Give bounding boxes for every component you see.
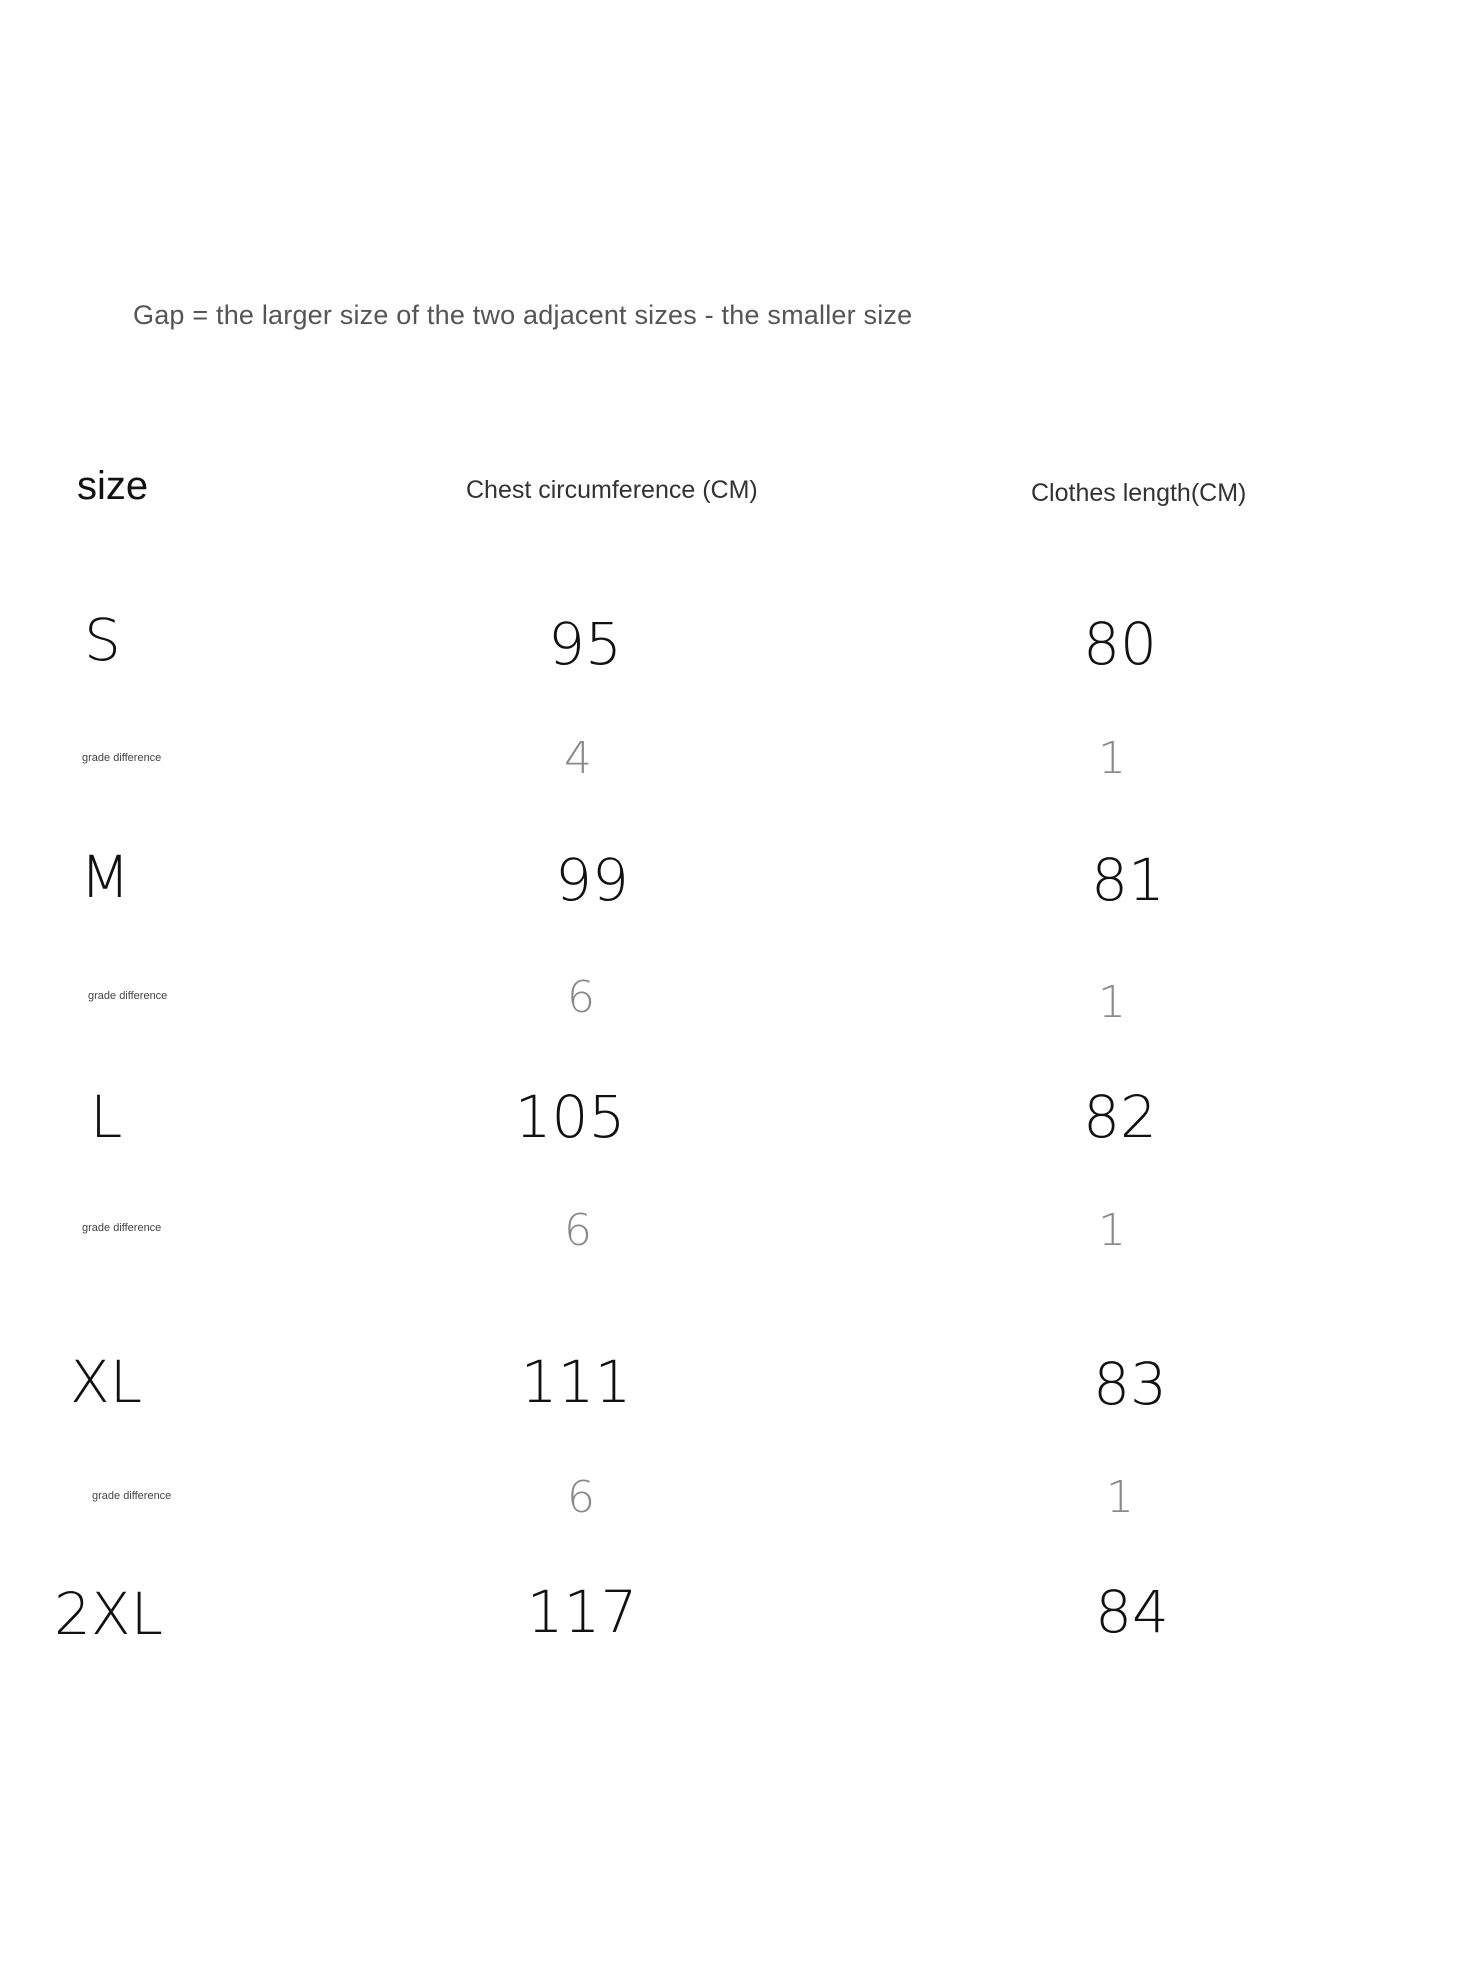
chest-value-2xl: 117 xyxy=(526,1578,638,1646)
chest-column-header: Chest circumference (CM) xyxy=(466,476,758,504)
grade-difference-label: grade difference xyxy=(82,1222,162,1234)
chest-value-m: 99 xyxy=(555,846,629,914)
size-label-m: M xyxy=(80,843,131,911)
size-column-header: size xyxy=(77,464,149,508)
grade-difference-label: grade difference xyxy=(92,1490,172,1502)
size-label-xl: XL xyxy=(70,1348,143,1416)
length-value-m: 81 xyxy=(1091,846,1165,914)
length-gap-value: 1 xyxy=(1098,977,1126,1028)
length-gap-value: 1 xyxy=(1106,1472,1134,1523)
grade-difference-label: grade difference xyxy=(88,990,168,1002)
gap-definition-note: Gap = the larger size of the two adjacent sizes - the smaller size xyxy=(133,300,913,330)
chest-gap-value: 6 xyxy=(567,1472,595,1523)
chest-value-l: 105 xyxy=(514,1083,626,1151)
size-label-s: S xyxy=(84,606,121,674)
length-value-2xl: 84 xyxy=(1095,1578,1169,1646)
length-gap-value: 1 xyxy=(1098,733,1126,784)
length-gap-value: 1 xyxy=(1098,1205,1126,1256)
length-value-s: 80 xyxy=(1083,610,1157,678)
chest-gap-value: 6 xyxy=(564,1205,592,1256)
chest-gap-value: 4 xyxy=(564,733,592,784)
chest-value-xl: 111 xyxy=(520,1348,632,1416)
grade-difference-label: grade difference xyxy=(82,752,162,764)
length-value-l: 82 xyxy=(1083,1083,1157,1151)
chest-value-s: 95 xyxy=(548,610,622,678)
length-value-xl: 83 xyxy=(1093,1350,1167,1418)
chest-gap-value: 6 xyxy=(567,972,595,1023)
length-column-header: Clothes length(CM) xyxy=(1031,479,1247,507)
size-label-2xl: 2XL xyxy=(54,1580,163,1648)
size-label-l: L xyxy=(90,1083,123,1151)
